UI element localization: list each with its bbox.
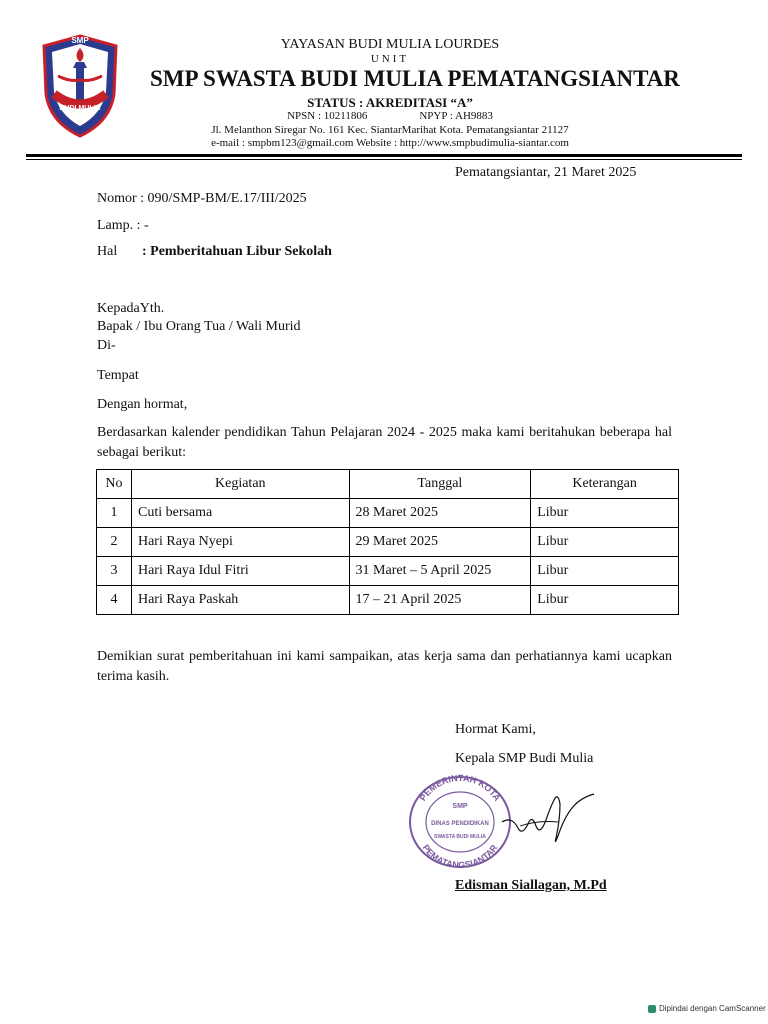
letter-attachment: Lamp. : - (97, 218, 149, 233)
cell-tanggal: 28 Maret 2025 (349, 499, 531, 528)
stamp-outer-bottom: PEMATANGSIANTAR (420, 842, 500, 870)
accreditation-status: STATUS : AKREDITASI “A” (307, 95, 473, 110)
svg-text:PEMERINTAH KOTA (418, 773, 503, 803)
svg-text:SMP: SMP (71, 36, 89, 45)
stamp-line-3: SWASTA BUDI MULIA (434, 834, 486, 840)
subject-label: Hal (97, 244, 118, 259)
npsn: NPSN : 10211806 (287, 110, 368, 122)
letter-date: Pematangsiantar, 21 Maret 2025 (455, 165, 637, 180)
stamp-outer-top: PEMERINTAH KOTA (417, 772, 503, 803)
unit-label: UNIT (370, 53, 410, 65)
cell-kegiatan: Hari Raya Paskah (131, 586, 349, 615)
foundation-name: YAYASAN BUDI MULIA LOURDES (280, 37, 500, 52)
letterhead-divider-thin (26, 159, 742, 160)
cell-keterangan: Libur (531, 557, 679, 586)
cell-keterangan: Libur (531, 528, 679, 557)
cell-no: 3 (97, 557, 132, 586)
school-address: Jl. Melanthon Siregar No. 161 Kec. SiantarMarihat Kota. Pematangsiantar 21127 (211, 124, 569, 136)
recipient-line-2: Bapak / Ibu Orang Tua / Wali Murid (97, 319, 301, 334)
header-kegiatan: Kegiatan (131, 470, 349, 499)
scanner-watermark (648, 1004, 766, 1013)
cell-no: 2 (97, 528, 132, 557)
table-row (97, 528, 679, 557)
cell-kegiatan: Cuti bersama (131, 499, 349, 528)
school-ids (150, 110, 630, 122)
intro-paragraph: Berdasarkan kalender pendidikan Tahun Pelajaran 2024 - 2025 maka kami beritahukan beberapa hal sebagai berikut: (97, 425, 672, 460)
school-logo (40, 34, 120, 138)
school-contact: e-mail : smpbm123@gmail.com Website : http://www.smpbudimulia-siantar.com (211, 137, 569, 149)
svg-text:BUDI MULIA: BUDI MULIA (59, 105, 101, 112)
signer-name: Edisman Siallagan, M.Pd (455, 878, 607, 893)
stamp-line-1: SMP (452, 803, 468, 810)
cell-no: 1 (97, 499, 132, 528)
camscanner-icon (648, 1005, 656, 1013)
regards: Hormat Kami, (455, 722, 536, 737)
cell-no: 4 (97, 586, 132, 615)
header-tanggal: Tanggal (349, 470, 531, 499)
header-no: No (97, 470, 132, 499)
cell-tanggal: 29 Maret 2025 (349, 528, 531, 557)
npyp: NPYP : AH9883 (419, 110, 493, 122)
cell-kegiatan: Hari Raya Nyepi (131, 528, 349, 557)
svg-text:PEMATANGSIANTAR (421, 842, 500, 870)
cell-tanggal: 17 – 21 April 2025 (349, 586, 531, 615)
recipient-line-1: KepadaYth. (97, 301, 165, 316)
table-header-row (97, 470, 679, 499)
cell-kegiatan: Hari Raya Idul Fitri (131, 557, 349, 586)
signer-position: Kepala SMP Budi Mulia (455, 751, 594, 766)
cell-keterangan: Libur (531, 586, 679, 615)
table-row (97, 557, 679, 586)
school-name: SMP SWASTA BUDI MULIA PEMATANGSIANTAR (150, 66, 680, 91)
recipient-place: Tempat (97, 368, 139, 383)
recipient-line-3: Di- (97, 338, 116, 353)
cell-keterangan: Libur (531, 499, 679, 528)
header-keterangan: Keterangan (531, 470, 679, 499)
handwritten-signature (498, 780, 598, 850)
letterhead-divider-thick (26, 154, 742, 157)
subject-value: : Pemberitahuan Libur Sekolah (142, 244, 332, 259)
cell-tanggal: 31 Maret – 5 April 2025 (349, 557, 531, 586)
letter-number: Nomor : 090/SMP-BM/E.17/III/2025 (97, 191, 307, 206)
greeting: Dengan hormat, (97, 397, 188, 412)
holiday-table (96, 469, 679, 615)
table-row (97, 586, 679, 615)
table-row (97, 499, 679, 528)
stamp-line-2: DINAS PENDIDIKAN (431, 821, 489, 827)
closing-paragraph: Demikian surat pemberitahuan ini kami sampaikan, atas kerja sama dan perhatiannya kami ucapkan terima kasih. (97, 649, 672, 684)
scanner-note: Dipindai dengan CamScanner (659, 1004, 766, 1013)
